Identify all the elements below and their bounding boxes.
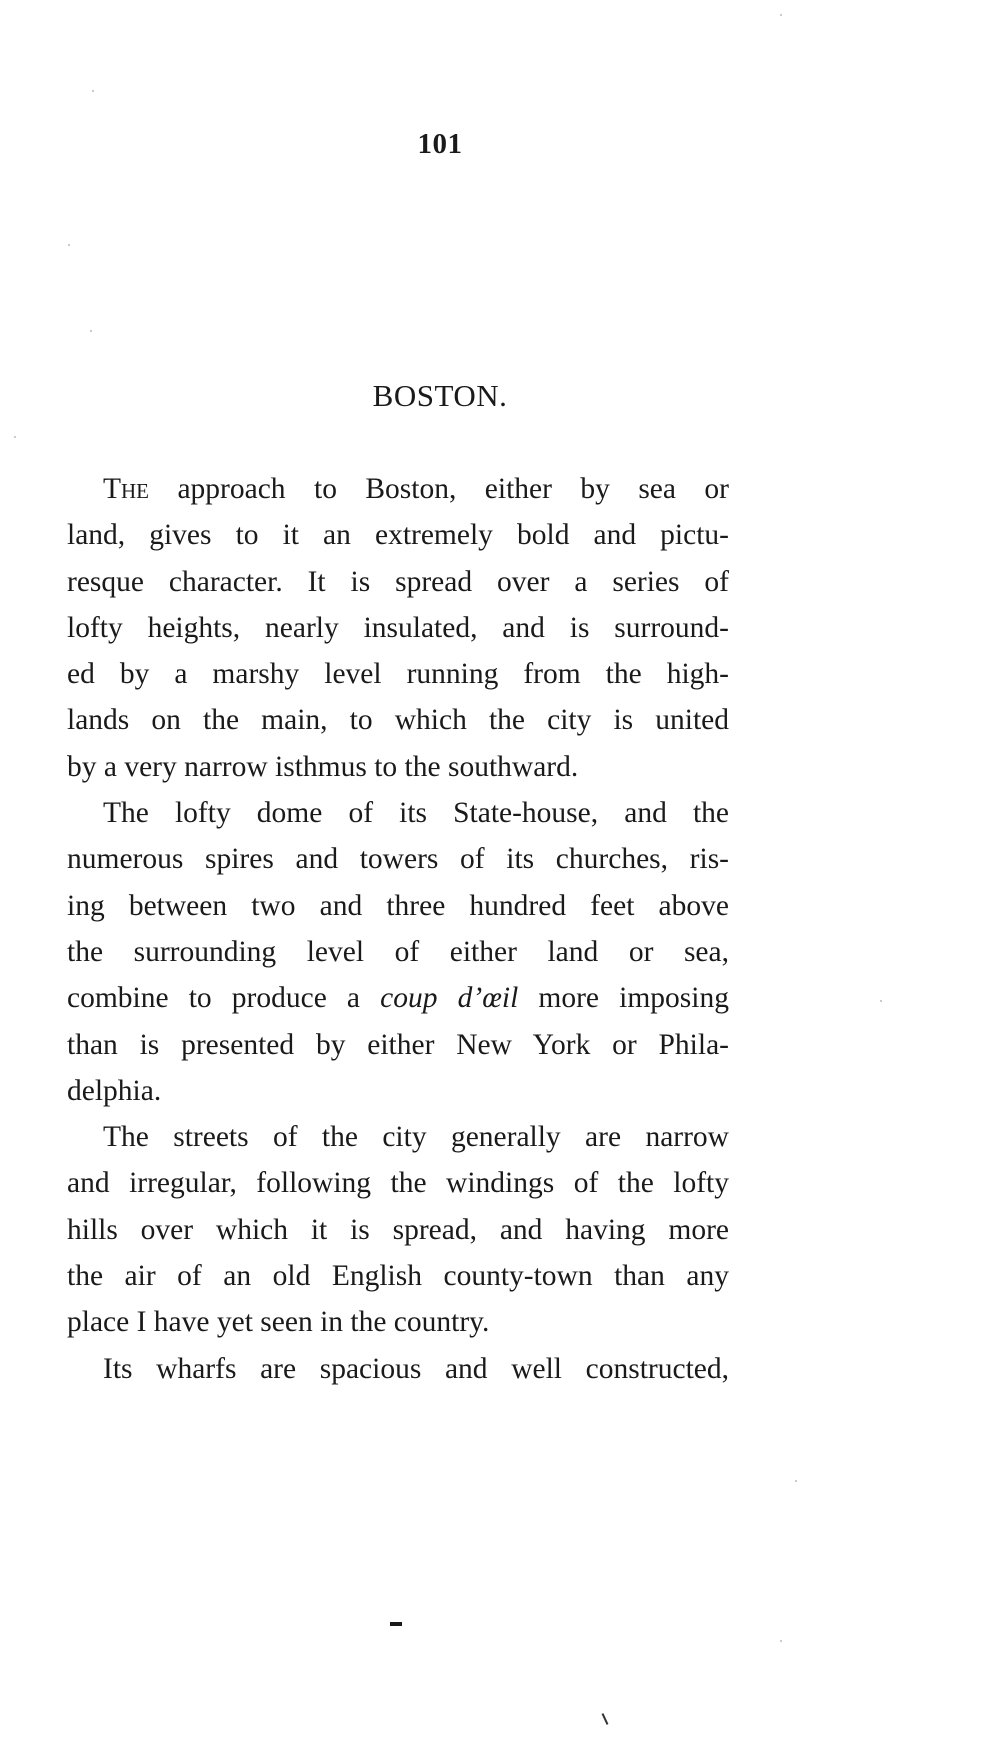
printer-mark <box>390 1622 402 1626</box>
text-line: lands on the main, to which the city is united <box>67 704 729 737</box>
paper-speck <box>92 90 94 92</box>
text-line: ed by a marshy level running from the high- <box>67 658 729 691</box>
text-line: and irregular, following the windings of the lofty <box>67 1167 729 1200</box>
paper-speck <box>880 1000 882 1002</box>
text-line: ing between two and three hundred feet above <box>67 889 729 922</box>
text-line: place I have yet seen in the country. <box>67 1306 490 1339</box>
text-line: The streets of the city generally are narrow <box>103 1121 729 1154</box>
text-line: lofty heights, nearly insulated, and is surround- <box>67 611 729 644</box>
small-caps-lead: The <box>103 473 150 505</box>
text-line: hills over which it is spread, and having more <box>67 1213 729 1246</box>
text-line: The lofty dome of its State-house, and the <box>103 797 729 830</box>
paragraph-3 <box>67 1114 729 1345</box>
paragraph-2 <box>67 790 729 1114</box>
paper-speck <box>68 244 70 246</box>
paper-speck <box>14 436 16 438</box>
chapter-heading: BOSTON. <box>372 378 508 413</box>
text-line: land, gives to it an extremely bold and pictu- <box>67 519 729 552</box>
text-line: delphia. <box>67 1074 162 1107</box>
paper-speck <box>780 1640 782 1642</box>
text-line: by a very narrow isthmus to the southward. <box>67 750 579 783</box>
paper-speck <box>795 1480 797 1482</box>
body-text <box>67 466 729 1392</box>
paragraph-4 <box>67 1346 729 1392</box>
text-line: The approach to Boston, either by sea or <box>103 473 729 505</box>
text-line: the surrounding level of either land or sea, <box>67 935 729 968</box>
text-line: the air of an old English county-town than any <box>67 1260 729 1293</box>
paper-speck <box>90 330 92 332</box>
page-number: 101 <box>417 128 463 160</box>
text-line: numerous spires and towers of its churches, ris- <box>67 843 729 876</box>
italic-phrase: coup d’œil <box>380 982 519 1015</box>
text-line: resque character. It is spread over a series of <box>67 565 729 598</box>
paper-mark <box>602 1713 609 1725</box>
paper-speck <box>780 14 782 16</box>
text-line: combine to produce a coup d’œil more imposing <box>67 982 729 1015</box>
paragraph-1 <box>67 466 729 790</box>
text-line: than is presented by either New York or Phila- <box>67 1028 729 1061</box>
text-line: Its wharfs are spacious and well constructed, <box>103 1352 729 1385</box>
